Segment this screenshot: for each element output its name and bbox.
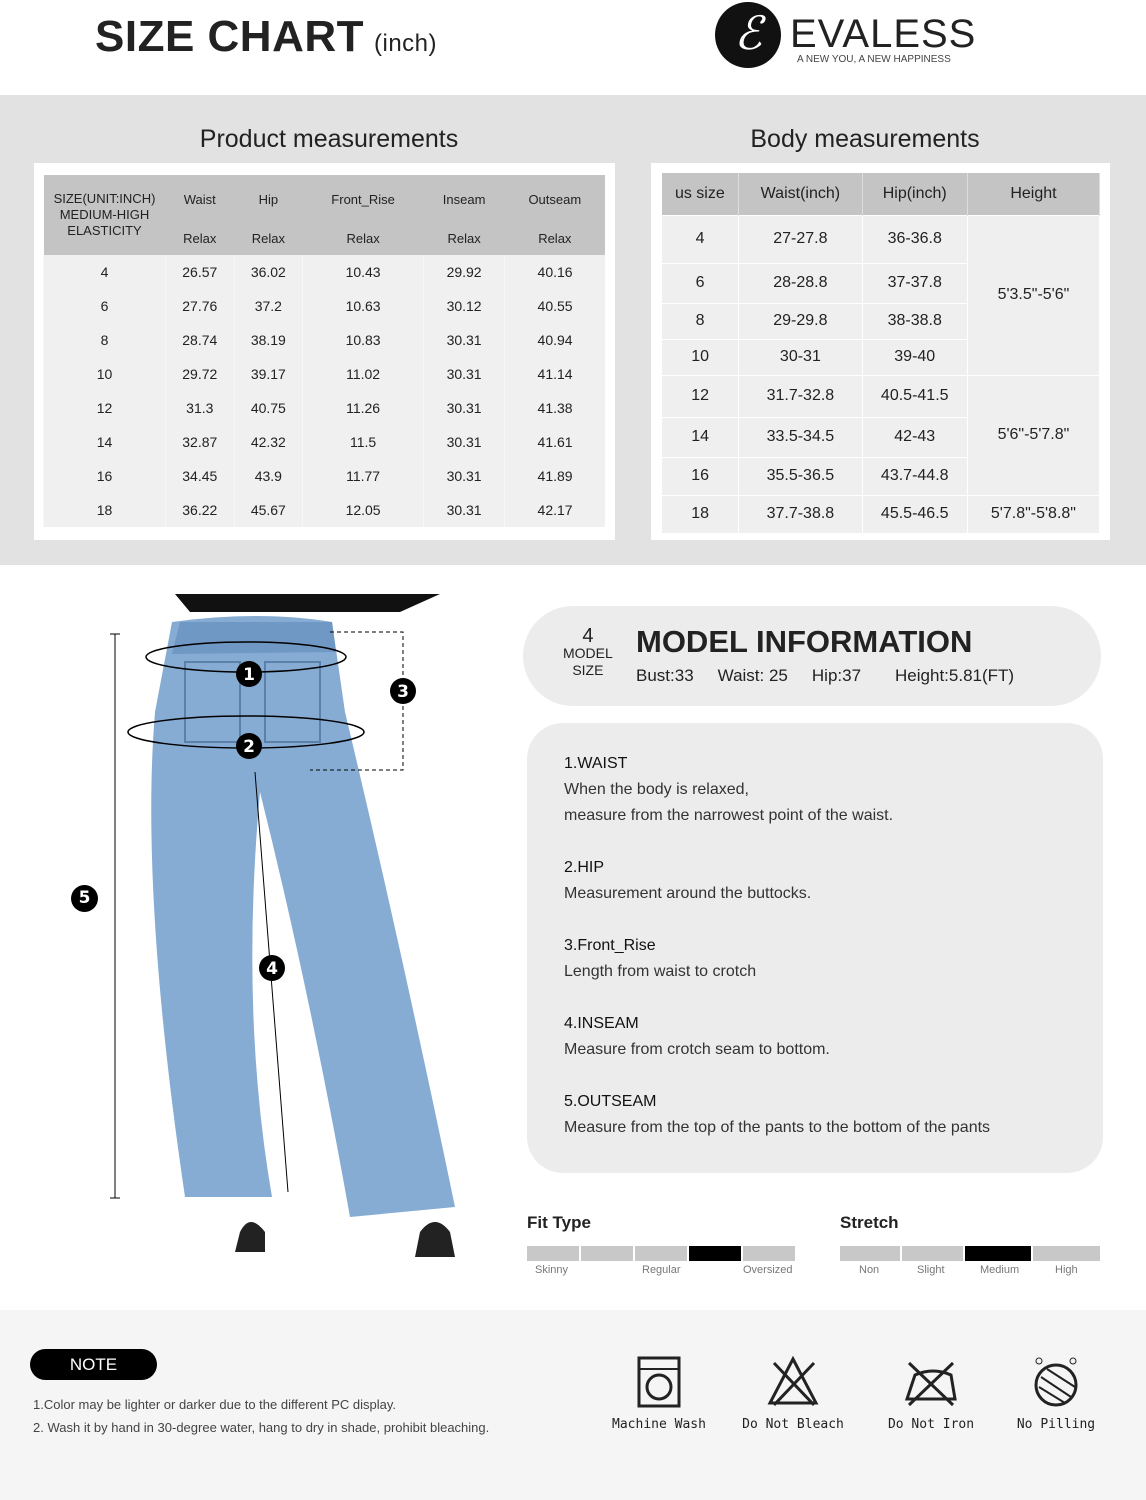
- table-cell: 10: [44, 357, 166, 391]
- marker-3: 3: [397, 682, 409, 702]
- table-cell: 45.5-46.5: [862, 495, 967, 533]
- table-cell: 14: [662, 417, 739, 457]
- table-cell: 4: [44, 255, 166, 289]
- table-cell: 11.26: [303, 391, 424, 425]
- height-range-cell: 5'3.5"-5'6": [967, 215, 1099, 375]
- table-cell: 8: [662, 303, 739, 339]
- marker-4: 4: [266, 959, 278, 979]
- table-cell: 10: [662, 339, 739, 375]
- brand-logo: ℰ EVALESS A NEW YOU, A NEW HAPPINESS: [715, 2, 975, 74]
- table-cell: 42-43: [862, 417, 967, 457]
- measurement-guide: 1.WAIST When the body is relaxed, measure from the narrowest point of the waist. 2.HIP Measurement around the buttocks. 3.Front_Rise Length from waist to crotch 4.INSEAM Measure from crotch seam to bottom. 5.OUTSEAM Measure from the top of the pants to the bottom of the pants: [527, 723, 1103, 1173]
- table-cell: 41.14: [505, 357, 605, 391]
- jeans-measurement-diagram: [100, 592, 480, 1292]
- care-do-not-iron: Do Not Iron: [871, 1355, 991, 1432]
- table-cell: 30.31: [424, 391, 505, 425]
- table-cell: 43.7-44.8: [862, 457, 967, 495]
- table-cell: 40.75: [234, 391, 303, 425]
- table-cell: 34.45: [166, 459, 235, 493]
- table-cell: 41.38: [505, 391, 605, 425]
- table-cell: 33.5-34.5: [739, 417, 862, 457]
- stretch-scale: Stretch Non Slight Medium High: [840, 1213, 1104, 1280]
- care-machine-wash: Machine Wash: [599, 1355, 719, 1432]
- model-stats: Bust:33 Waist: 25 Hip:37 Height:5.81(FT): [636, 666, 1015, 685]
- model-size: 4 MODEL SIZE: [563, 625, 613, 678]
- table-row: [662, 495, 1100, 533]
- table-cell: 14: [44, 425, 166, 459]
- note-badge: NOTE: [30, 1349, 157, 1380]
- table-cell: 27.76: [166, 289, 235, 323]
- table-cell: 31.3: [166, 391, 235, 425]
- table-cell: 30.31: [424, 425, 505, 459]
- table-row: [44, 459, 606, 493]
- table-cell: 28-28.8: [739, 263, 862, 303]
- table-cell: 45.67: [234, 493, 303, 527]
- model-information-card: 4 MODEL SIZE MODEL INFORMATION Bust:33 Waist: 25 Hip:37 Height:5.81(FT): [523, 606, 1101, 706]
- table-cell: 42.17: [505, 493, 605, 527]
- table-row: [44, 357, 606, 391]
- table-cell: 6: [44, 289, 166, 323]
- care-no-pilling: No Pilling: [996, 1355, 1116, 1432]
- table-cell: 30.31: [424, 323, 505, 357]
- table-row: [662, 375, 1100, 417]
- table-cell: 16: [44, 459, 166, 493]
- body-measurements-panel: [651, 163, 1110, 540]
- product-measurements-panel: [34, 163, 615, 540]
- table-cell: 40.16: [505, 255, 605, 289]
- table-cell: 35.5-36.5: [739, 457, 862, 495]
- table-cell: 32.87: [166, 425, 235, 459]
- table-row: [44, 289, 606, 323]
- no-pilling-icon: [1029, 1355, 1083, 1409]
- table-cell: 38.19: [234, 323, 303, 357]
- table-cell: 29.92: [424, 255, 505, 289]
- table-cell: 11.77: [303, 459, 424, 493]
- body-measurements-title: Body measurements: [750, 125, 980, 153]
- table-cell: 38-38.8: [862, 303, 967, 339]
- table-cell: 30.31: [424, 357, 505, 391]
- table-cell: 8: [44, 323, 166, 357]
- machine-wash-icon: [636, 1355, 682, 1409]
- marker-1: 1: [243, 665, 255, 685]
- product-measurements-table: SIZE(UNIT:INCH) MEDIUM-HIGH ELASTICITY Waist Relax Hip Relax Front_Rise Relax Inseam Relax Outseam Relax 4 26.57 36.02 10.43 29.92 40.16 6 27.76 37.2 10.63 30.12 40.55 8 28.74 38.19 10.83 30.31 40.94 10 29.72 39.17 11.02 30.31 41.14 12 31.3 40.75 11.26 30.31 41.38 14 32.87 42.32 11.5 30.31 41.61 16 34.45 43.9 11.77 30.31 41.89 18 36.22 45.67 12.05 30.31 42.17: [43, 175, 605, 527]
- table-cell: 37-37.8: [862, 263, 967, 303]
- table-cell: 11.02: [303, 357, 424, 391]
- table-cell: 10.83: [303, 323, 424, 357]
- table-cell: 12: [662, 375, 739, 417]
- height-range-cell: 5'6"-5'7.8": [967, 375, 1099, 495]
- fit-type-scale: Fit Type Skinny Regular Oversized: [527, 1213, 799, 1280]
- marker-2: 2: [243, 737, 255, 757]
- do-not-iron-icon: [903, 1355, 959, 1409]
- table-cell: 30-31: [739, 339, 862, 375]
- table-cell: 36.22: [166, 493, 235, 527]
- table-row: [44, 425, 606, 459]
- table-cell: 29-29.8: [739, 303, 862, 339]
- table-row: [662, 215, 1100, 263]
- table-row: [44, 323, 606, 357]
- table-cell: 39-40: [862, 339, 967, 375]
- table-cell: 28.74: [166, 323, 235, 357]
- table-row: [44, 493, 606, 527]
- table-cell: 10.43: [303, 255, 424, 289]
- table-cell: 42.32: [234, 425, 303, 459]
- table-cell: 37.2: [234, 289, 303, 323]
- table-cell: 43.9: [234, 459, 303, 493]
- table-cell: 6: [662, 263, 739, 303]
- table-cell: 30.12: [424, 289, 505, 323]
- care-do-not-bleach: Do Not Bleach: [733, 1355, 853, 1432]
- table-cell: 10.63: [303, 289, 424, 323]
- table-cell: 18: [662, 495, 739, 533]
- table-cell: 36-36.8: [862, 215, 967, 263]
- table-cell: 40.5-41.5: [862, 375, 967, 417]
- table-row: [44, 255, 606, 289]
- table-cell: 31.7-32.8: [739, 375, 862, 417]
- body-measurements-table: us size Waist(inch) Hip(inch) Height 4 27-27.8 36-36.8 5'3.5"-5'6" 6 28-28.8 37-37.8 8 29-29.8 38-38.8 10 30-31 39-40 12 31.7-32.8 40.5-41.5 5'6"-5'7.8" 14 33.5-34.5 42-43 16 35.5-36.5 43.7-44.8 18 37.7-38.8 45.5-46.5 5'7.8"-5'8.8": [661, 173, 1100, 534]
- table-cell: 39.17: [234, 357, 303, 391]
- table-cell: 29.72: [166, 357, 235, 391]
- table-cell: 4: [662, 215, 739, 263]
- table-cell: 26.57: [166, 255, 235, 289]
- table-cell: 12: [44, 391, 166, 425]
- table-cell: 12.05: [303, 493, 424, 527]
- table-cell: 40.94: [505, 323, 605, 357]
- table-cell: 30.31: [424, 493, 505, 527]
- table-cell: 16: [662, 457, 739, 495]
- table-cell: 41.61: [505, 425, 605, 459]
- table-cell: 30.31: [424, 459, 505, 493]
- logo-mark-icon: ℰ: [715, 2, 781, 68]
- table-cell: 18: [44, 493, 166, 527]
- table-cell: 36.02: [234, 255, 303, 289]
- table-cell: 40.55: [505, 289, 605, 323]
- height-range-cell: 5'7.8"-5'8.8": [967, 495, 1099, 533]
- table-cell: 27-27.8: [739, 215, 862, 263]
- table-row: [44, 391, 606, 425]
- size-chart-title: SIZE CHART (inch): [95, 12, 438, 61]
- table-cell: 11.5: [303, 425, 424, 459]
- marker-5: 5: [71, 885, 98, 912]
- product-measurements-title: Product measurements: [199, 125, 459, 153]
- table-cell: 41.89: [505, 459, 605, 493]
- table-cell: 37.7-38.8: [739, 495, 862, 533]
- do-not-bleach-icon: [766, 1355, 820, 1409]
